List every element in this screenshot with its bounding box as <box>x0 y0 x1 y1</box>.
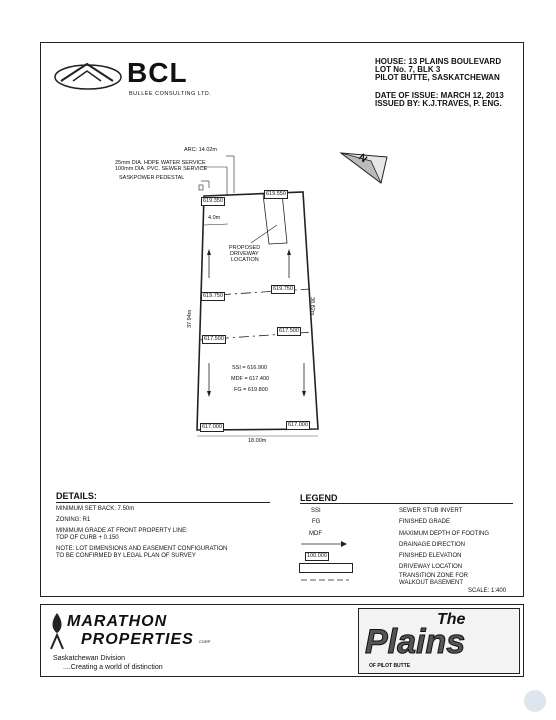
mdf-value: MDF = 617.400 <box>231 376 270 382</box>
driveway-label-1: PROPOSED <box>229 245 261 251</box>
plains-logo <box>358 608 520 674</box>
legend-title: LEGEND <box>300 493 338 503</box>
elevation-mid-left: 619.750 <box>203 293 223 299</box>
project-line-1: HOUSE: 13 PLAINS BOULEVARD <box>375 57 502 66</box>
legend-text-ssi: SEWER STUB INVERT <box>399 508 463 514</box>
elevation-top-right: 619.550 <box>266 191 286 197</box>
driveway-box-symbol <box>299 563 353 573</box>
legend-text-transition: TRANSITION ZONE FOR WALKOUT BASEMENT <box>399 573 468 586</box>
details-item-setback: MINIMUM SET BACK: 7.50m <box>56 506 135 512</box>
legend-symbol-mdf: MDF <box>309 531 322 537</box>
right-dimension: 38.82m <box>309 297 315 316</box>
legend-text-driveway: DRIVEWAY LOCATION <box>399 564 463 570</box>
legend-text-drainage: DRAINAGE DIRECTION <box>399 542 466 548</box>
tagline: ....Creating a world of distinction <box>63 664 163 671</box>
plains-the: The <box>437 611 466 628</box>
legend-rule <box>300 503 513 504</box>
lot-plan-drawing <box>41 43 525 483</box>
scale-label: SCALE: 1:400 <box>468 588 507 594</box>
driveway-label-3: LOCATION <box>231 257 259 263</box>
issued-by: ISSUED BY: K.J.TRAVES, P. ENG. <box>375 99 502 108</box>
water-service-label: 25mm DIA. HDPE WATER SERVICE <box>115 160 206 166</box>
drainage-arrow-symbol <box>299 539 349 549</box>
marathon-flame-icon <box>47 611 67 651</box>
details-rule <box>56 502 270 503</box>
bcl-subtitle: BULLÉE CONSULTING LTD. <box>129 91 212 97</box>
issue-date: DATE OF ISSUE: MARCH 12, 2013 <box>375 91 504 100</box>
north-label: N <box>356 151 369 166</box>
details-item-curb: TOP OF CURB + 0.150 <box>56 535 119 541</box>
division-label: Saskatchewan Division <box>53 655 125 662</box>
details-item-note: NOTE: LOT DIMENSIONS AND EASEMENT CONFIGURATION <box>56 546 228 552</box>
details-item-survey: TO BE CONFIRMED BY LEGAL PLAN OF SURVEY <box>56 553 196 559</box>
elevation-mid-right: 619.750 <box>273 286 293 292</box>
elevation-lower-right: 617.500 <box>279 328 299 334</box>
legend-symbol-ssi: SSI <box>311 508 321 514</box>
sewer-service-label: 100mm DIA. PVC. SEWER SERVICE <box>115 166 208 172</box>
legend-symbol-fg: FG <box>312 519 321 525</box>
elevation-lower-left: 617.500 <box>204 336 224 342</box>
footer-branding <box>40 604 524 677</box>
details-item-zoning: ZONING: R1 <box>56 517 91 523</box>
bottom-dimension: 18.00m <box>248 438 267 444</box>
elevation-bottom-right: 617.000 <box>288 422 308 428</box>
details-title: DETAILS: <box>56 491 97 501</box>
driveway-label-2: DRIVEWAY <box>230 251 259 257</box>
legend-text-fg: FINISHED GRADE <box>399 519 451 525</box>
bcl-wordmark: BCL <box>127 57 188 88</box>
setback-label: 4.0m <box>208 215 221 221</box>
properties-wordmark: PROPERTIES <box>81 631 194 648</box>
drawing-sheet <box>40 42 524 597</box>
legend-symbol-elevation: 100.000 <box>307 553 327 559</box>
marathon-corp-tag: CORP <box>199 639 211 644</box>
marathon-wordmark: MARATHON <box>67 613 168 630</box>
plains-subtitle: OF PILOT BUTTE <box>369 663 411 669</box>
elevation-top-left: 619.350 <box>203 198 223 204</box>
search-overlay-icon[interactable] <box>524 690 546 712</box>
transition-line-symbol <box>299 576 351 584</box>
legend-text-elevation: FINISHED ELEVATION <box>399 553 462 559</box>
project-line-3: PILOT BUTTE, SASKATCHEWAN <box>375 73 500 82</box>
fg-value: FG = 619.800 <box>234 387 268 393</box>
elevation-bottom-left: 617.000 <box>202 424 222 430</box>
legend-text-mdf: MAXIMUM DEPTH OF FOOTING <box>399 531 489 537</box>
left-dimension: 37.94m <box>187 309 193 328</box>
pedestal-label: SASKPOWER PEDESTAL <box>119 175 185 181</box>
project-line-2: LOT No. 7, BLK 3 <box>375 65 441 74</box>
arc-label: ARC: 14.02m <box>184 147 218 153</box>
details-item-grade: MINIMUM GRADE AT FRONT PROPERTY LINE: <box>56 528 188 534</box>
plains-wordmark: Plains <box>365 623 466 661</box>
ssi-value: SSI = 616.900 <box>232 365 268 371</box>
